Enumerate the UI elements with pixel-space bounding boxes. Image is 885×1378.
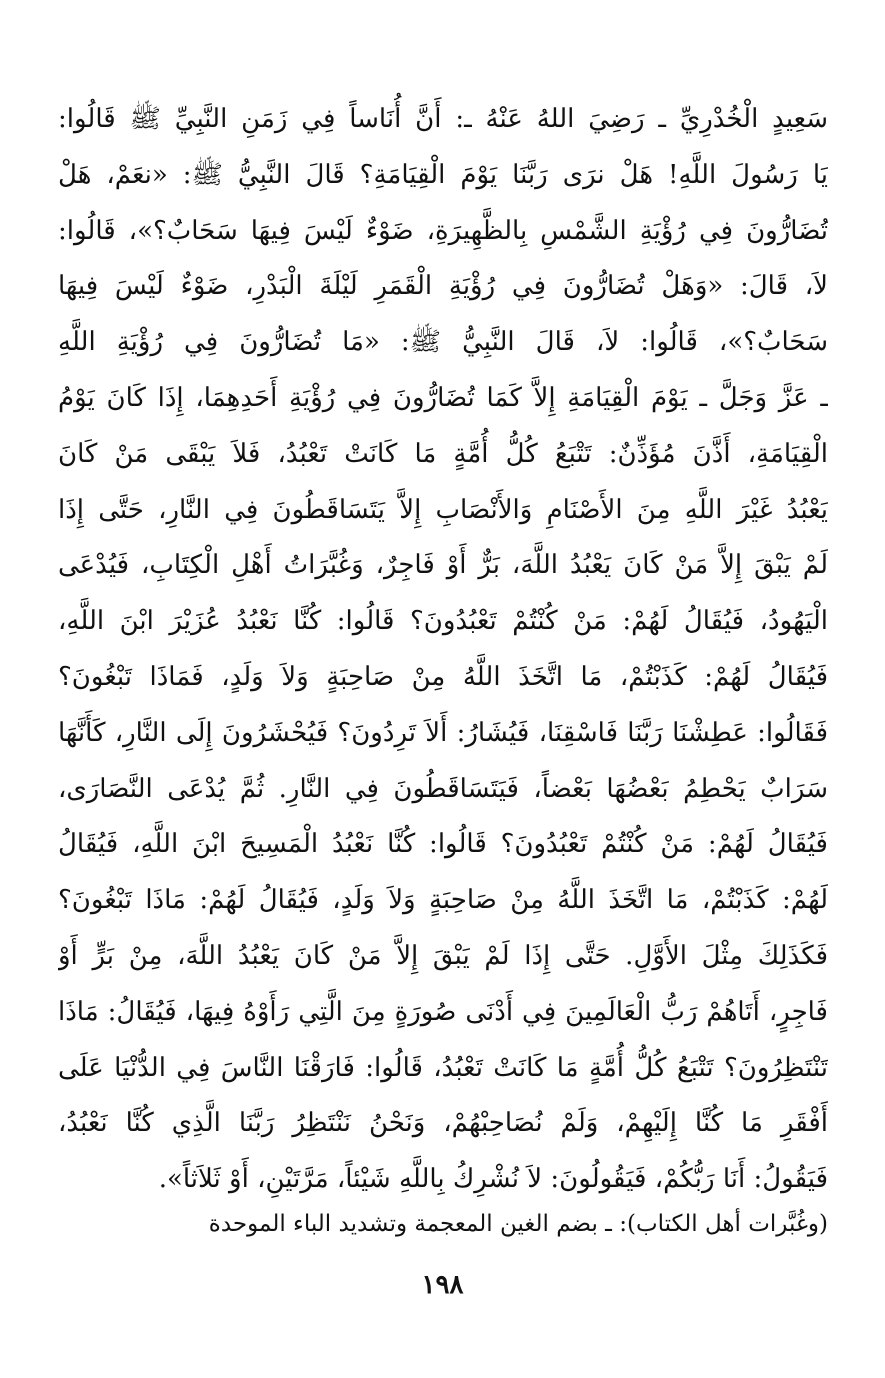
page-number: ١٩٨ xyxy=(421,1270,464,1300)
footnote: (وغُبَّرات أهل الكتاب): ـ بضم الغين المعجمة وتشديد الباء الموحدة xyxy=(208,1211,828,1237)
text-line: لَهُمْ: كَذَبْتُمْ، مَا اتَّخَذَ اللَّهُ مِنْ صَاحِبَةٍ وَلاَ وَلَدٍ، فَيُقَالُ لَهُمْ: مَاذَا تَبْغُونَ؟ xyxy=(58,885,828,916)
text-line: الْيَهُودُ، فَيُقَالُ لَهُمْ: مَنْ كُنْتُمْ تَعْبُدُونَ؟ قَالُوا: كُنَّا نَعْبُدُ عُزَيْرَ ابْنَ اللَّهِ، xyxy=(58,606,828,637)
text-line: فَيُقَالُ لَهُمْ: كَذَبْتُمْ، مَا اتَّخَذَ اللَّهُ مِنْ صَاحِبَةٍ وَلاَ وَلَدٍ، فَمَاذَا تَبْغُونَ؟ xyxy=(58,661,828,692)
text-line: سَحَابٌ؟»، قَالُوا: لاَ، قَالَ النَّبِيُّ ﷺ: «مَا تُضَارُّونَ فِي رُؤْيَةِ اللَّهِ xyxy=(58,327,828,358)
text-line: فَيُقَالُ لَهُمْ: مَنْ كُنْتُمْ تَعْبُدُونَ؟ قَالُوا: كُنَّا نَعْبُدُ الْمَسِيحَ ابْنَ اللَّهِ، فَيُقَالُ xyxy=(58,829,828,860)
text-line: سَرَابٌ يَحْطِمُ بَعْضُهَا بَعْضاً، فَيَتَسَاقَطُونَ فِي النَّارِ. ثُمَّ يُدْعَى النَّصَارَى، xyxy=(58,773,828,804)
text-line: فَاجِرٍ، أَتَاهُمْ رَبُّ الْعَالَمِينَ فِي أَدْنَى صُورَةٍ مِنَ الَّتِي رَأَوْهُ فِيهَا، فَيُقَالُ: مَاذَا xyxy=(58,996,828,1027)
hadith-text xyxy=(58,92,828,1208)
text-line: أَفْقَرِ مَا كُنَّا إِلَيْهِمْ، وَلَمْ نُصَاحِبْهُمْ، وَنَحْنُ نَنْتَظِرُ رَبَّنَا الَّذِي كُنَّا نَعْبُدُ، xyxy=(58,1108,828,1139)
text-line: الْقِيَامَةِ، أَذَّنَ مُؤَذِّنٌ: تَتْبَعُ كُلُّ أُمَّةٍ مَا كَانَتْ تَعْبُدُ، فَلاَ يَبْقَى مَنْ كَانَ xyxy=(58,438,828,469)
text-line: ـ عَزَّ وَجَلَّ ـ يَوْمَ الْقِيَامَةِ إِلاَّ كَمَا تُضَارُّونَ فِي رُؤْيَةِ أَحَدِهِمَا، إِذَا كَانَ يَوْمُ xyxy=(58,382,828,413)
text-line: تَنْتَظِرُونَ؟ تَتْبَعُ كُلُّ أُمَّةٍ مَا كَانَتْ تَعْبُدُ، قَالُوا: فَارَقْنَا النَّاسَ فِي الدُّنْيَا عَلَى xyxy=(58,1052,828,1083)
text-line: يَا رَسُولَ اللَّهِ! هَلْ نرَى رَبَّنَا يَوْمَ الْقِيَامَةِ؟ قَالَ النَّبِيُّ ﷺ: «نعَمْ، هَلْ xyxy=(58,159,828,190)
text-line: سَعِيدٍ الْخُدْرِيِّ ـ رَضِيَ اللهُ عَنْهُ ـ: أَنَّ أُنَاساً فِي زَمَنِ النَّبِيِّ ﷺ قَالُوا: xyxy=(58,104,828,134)
text-line: فَكَذَلِكَ مِثْلَ الأَوَّلِ. حَتَّى إِذَا لَمْ يَبْقَ إِلاَّ مَنْ كَانَ يَعْبُدُ اللَّهَ، مِنْ بَرٍّ أَوْ xyxy=(58,940,828,971)
text-line: يَعْبُدُ غَيْرَ اللَّهِ مِنَ الأَصْنَامِ وَالأَنْصَابِ إِلاَّ يَتَسَاقَطُونَ فِي النَّارِ، حَتَّى إِذَا xyxy=(58,494,828,525)
text-line: فَقَالُوا: عَطِشْنَا رَبَّنَا فَاسْقِنَا، فَيُشَارُ: أَلاَ تَرِدُونَ؟ فَيُحْشَرُونَ إِلَى النَّارِ، كَأَنَّهَا xyxy=(58,717,828,748)
text-line: تُضَارُّونَ فِي رُؤْيَةِ الشَّمْسِ بِالظَّهِيرَةِ، ضَوْءٌ لَيْسَ فِيهَا سَحَابٌ؟»، قَالُوا: xyxy=(58,215,828,246)
text-line-last: فَيَقُولُ: أَنَا رَبُّكُمْ، فَيَقُولُونَ: لاَ نُشْرِكُ بِاللَّهِ شَيْئاً، مَرَّتَيْنِ، أَوْ ثَلاَثاً». xyxy=(158,1164,828,1195)
text-line: لاَ، قَالَ: «وَهَلْ تُضَارُّونَ فِي رُؤْيَةِ الْقَمَرِ لَيْلَةَ الْبَدْرِ، ضَوْءٌ لَيْسَ فِيهَا xyxy=(58,271,828,302)
text-line: لَمْ يَبْقَ إِلاَّ مَنْ كَانَ يَعْبُدُ اللَّهَ، بَرٌّ أَوْ فَاجِرٌ، وَغُبَّرَاتُ أَهْلِ الْكِتَابِ، فَيُدْعَى xyxy=(58,550,828,581)
